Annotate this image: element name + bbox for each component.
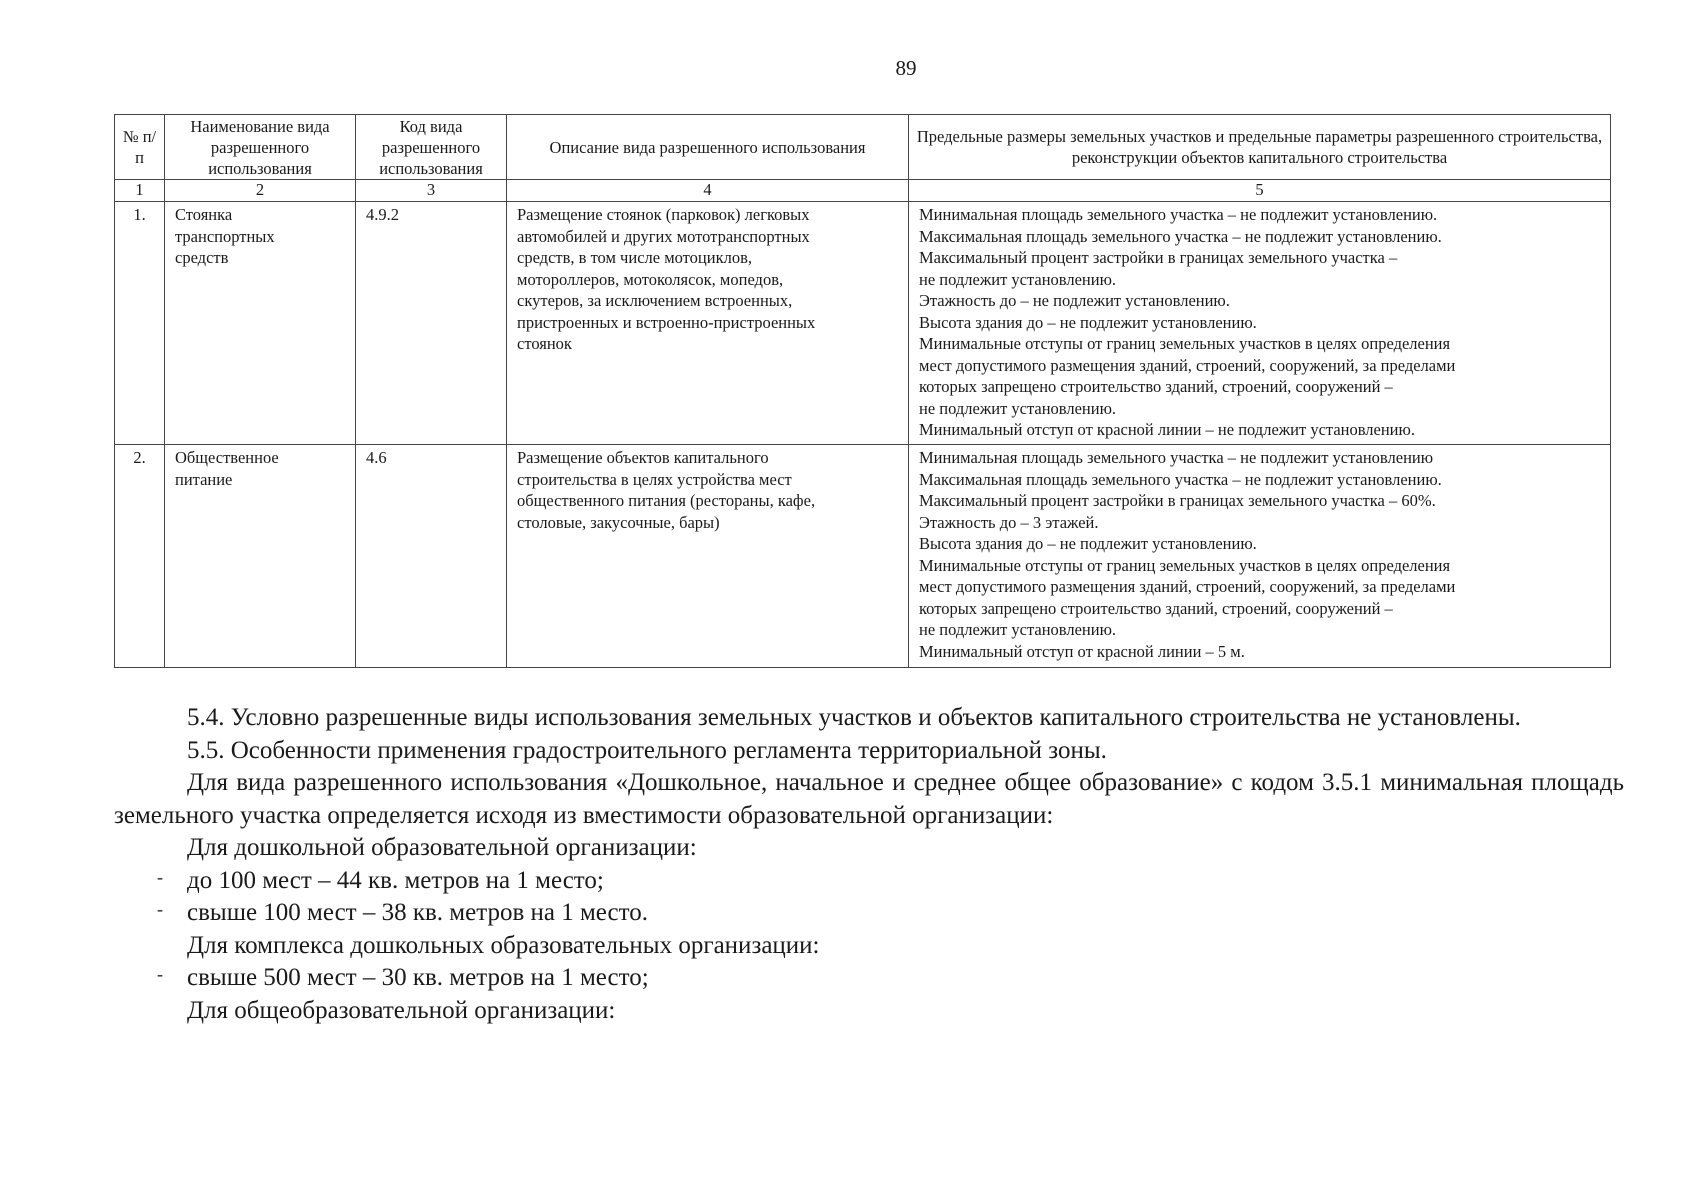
use-name-cell: Общественное питание	[165, 445, 356, 668]
list-item-text: до 100 мест – 44 кв. метров на 1 место;	[187, 866, 604, 894]
use-code-cell: 4.9.2	[356, 202, 507, 445]
header-limit-parameters: Предельные размеры земельных участков и предельные параметры разрешенного строительства, реконструкции объектов капитального строительства	[909, 115, 1611, 180]
list-item	[114, 897, 1624, 930]
body-text	[114, 702, 1624, 1027]
page-number: 89	[895, 56, 917, 80]
table-row	[115, 445, 1611, 668]
description-cell: Размещение объектов капитального строительства в целях устройства мест общественного питания (рестораны, кафе, столовые, закусочные, бары)	[507, 445, 909, 668]
column-number: 5	[909, 180, 1611, 202]
paragraph-5-5: 5.5. Особенности применения градостроительного регламента территориальной зоны.	[187, 736, 1107, 764]
list-item-text: свыше 500 мест – 30 кв. метров на 1 место;	[187, 964, 649, 991]
list-item	[114, 865, 1624, 898]
header-number: № п/п	[115, 115, 165, 180]
paragraph-general-education: Для общеобразовательной организации:	[187, 996, 616, 1024]
paragraph-preschool: Для дошкольной образовательной организации:	[187, 834, 697, 861]
dash-marker: -	[157, 899, 163, 919]
dash-marker: -	[157, 866, 163, 887]
column-number: 4	[507, 180, 909, 202]
row-number: 2.	[115, 445, 165, 668]
table-row	[115, 202, 1611, 445]
header-use-description: Описание вида разрешенного использования	[507, 115, 909, 180]
parameters-cell: Минимальная площадь земельного участка – не подлежит установлению Максимальная площадь земельного участка – не подлежит установлению. Максимальный процент застройки в границах земельного участка – 60%. Этажность до – 3 этажей. Высота здания до – не подлежит установлению. Минимальные отступы от границ земельных участков в целях определения мест допустимого размещения зданий, строений, сооружений, за пределами которых запрещено строительство зданий, строений, сооружений – не подлежит установлению. Минимальный отступ от красной линии – 5 м.	[909, 445, 1611, 668]
header-use-name: Наименование вида разрешенного использования	[165, 115, 356, 180]
column-number: 2	[165, 180, 356, 202]
use-code-cell: 4.6	[356, 445, 507, 668]
table-header-row	[115, 115, 1611, 180]
parameters-cell: Минимальная площадь земельного участка – не подлежит установлению. Максимальная площадь земельного участка – не подлежит установлению. Максимальный процент застройки в границах земельного участка – не подлежит установлению. Этажность до – не подлежит установлению. Высота здания до – не подлежит установлению. Минимальные отступы от границ земельных участков в целях определения мест допустимого размещения зданий, строений, сооружений, за пределами которых запрещено строительство зданий, строений, сооружений – не подлежит установлению. Минимальный отступ от красной линии – не подлежит установлению.	[909, 202, 1611, 445]
paragraph-preschool-complex: Для комплекса дошкольных образовательных организации:	[187, 931, 820, 959]
land-use-table	[114, 114, 1611, 668]
list-item	[114, 962, 1624, 995]
paragraph-5-4: 5.4. Условно разрешенные виды использования земельных участков и объектов капитального строительства не установлены.	[187, 704, 1521, 731]
column-number-row	[115, 180, 1611, 202]
column-number: 3	[356, 180, 507, 202]
description-cell: Размещение стоянок (парковок) легковых автомобилей и других мототранспортных средств, в том числе мотоциклов, мотороллеров, мотоколясок, мопедов, скутеров, за исключением встроенных, пристроенных и встроенно-пристроенных стоянок	[507, 202, 909, 445]
paragraph-school-use: Для вида разрешенного использования «Дошкольное, начальное и среднее общее образование» с кодом 3.5.1 минимальная площадь земельного участка определяется исходя из вместимости образовательной организации:	[114, 769, 1624, 829]
row-number: 1.	[115, 202, 165, 445]
dash-marker: -	[157, 964, 163, 984]
use-name-cell: Стоянка транспортных средств	[165, 202, 356, 445]
header-use-code: Код вида разрешенного использования	[356, 115, 507, 180]
column-number: 1	[115, 180, 165, 202]
list-item-text: свыше 100 мест – 38 кв. метров на 1 место.	[187, 899, 648, 926]
